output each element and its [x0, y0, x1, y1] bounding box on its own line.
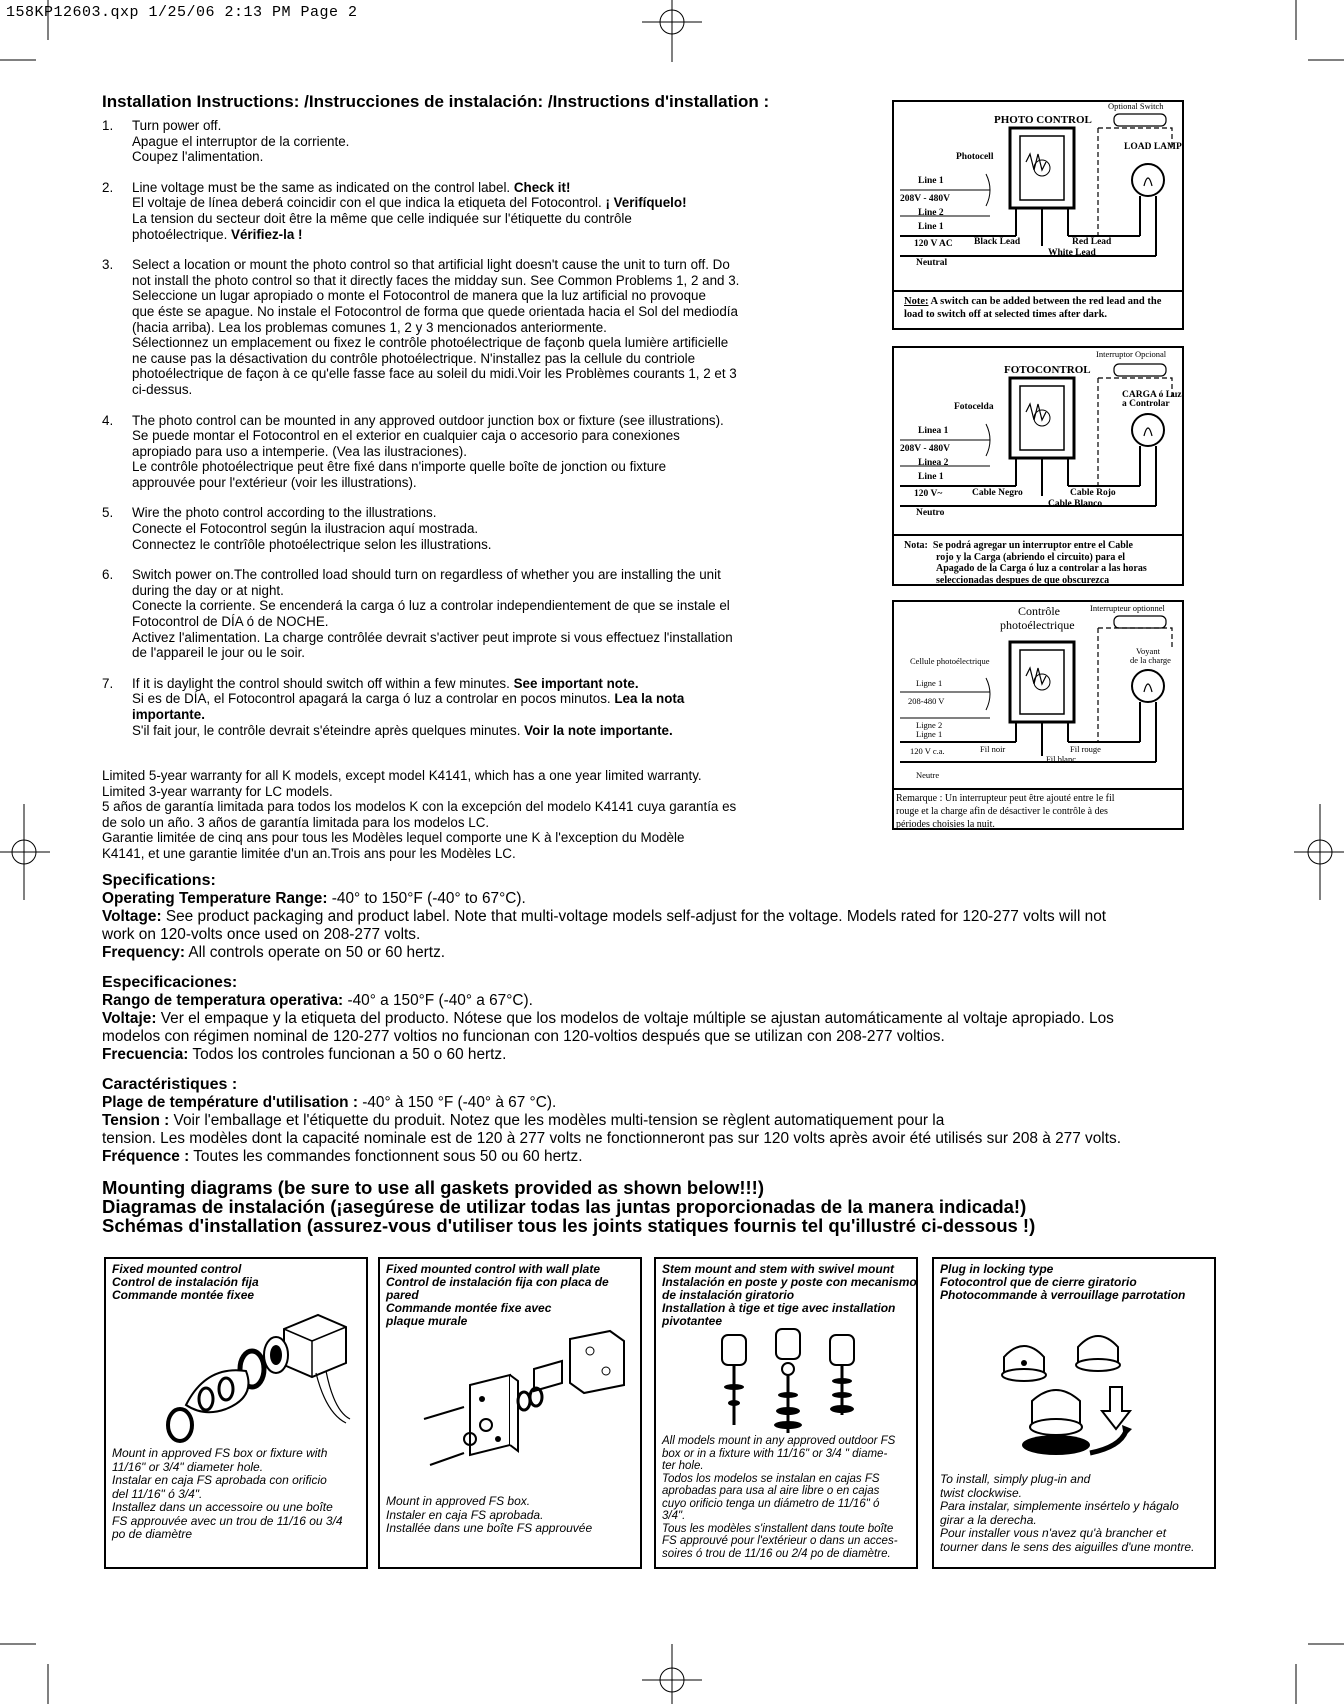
- neutral-label: Neutral: [916, 258, 948, 268]
- desc-line: girar a la derecha.: [940, 1512, 1037, 1527]
- mount-panel-wall-plate: [378, 1257, 642, 1569]
- voltage-label: 208-480 V: [908, 696, 945, 706]
- step-line: S'il fait jour, le contrôle devrait s'éteindre après quelques minutes. Voir la note importante.: [132, 722, 673, 738]
- caption-line: Fixed mounted control with wall plate: [386, 1262, 601, 1276]
- specifications-en: [102, 872, 1222, 962]
- mounting-heading-line: Schémas d'installation (assurez-vous d'utiliser tous les joints statiques fournis tel qu'illustré ci-dessous !): [102, 1215, 1036, 1236]
- caption-line: Photocommande à verrouillage parrotation: [940, 1288, 1186, 1302]
- spec-frequency-label: Frecuencia:: [102, 1046, 189, 1063]
- step-number: 6.: [102, 567, 114, 583]
- step-line: Activez l'alimentation. La charge contrôlée devrait s'activer peut improte si vous effectuez l'installation: [132, 629, 733, 645]
- spec-temp-label: Plage de température d'utilisation :: [102, 1094, 358, 1111]
- spec-frequency-label: Frequency:: [102, 944, 185, 961]
- step-line: during the day or at night.: [132, 582, 284, 598]
- line-label: Linea 1: [918, 426, 949, 436]
- line-label: Linea 2: [918, 458, 949, 468]
- load-label: de la charge: [1130, 655, 1171, 665]
- step-number: 5.: [102, 505, 114, 521]
- white-lead-label: White Lead: [1048, 248, 1096, 258]
- mounting-heading-line: Diagramas de instalación (¡asegúrese de utilizar todas las juntas proporcionadas de la manera indicada!): [102, 1196, 1027, 1217]
- step-5: [102, 505, 812, 552]
- step-3: [102, 257, 812, 397]
- mount-panel-stem: [654, 1257, 918, 1569]
- step-line: Conecte la corriente. Se encenderá la carga ó luz a controlar independientement de que se instale el: [132, 598, 730, 614]
- line-label: Line 1: [918, 222, 944, 232]
- step-number: 1.: [102, 118, 114, 133]
- mount-panel-fixed: [104, 1257, 368, 1569]
- desc-line: ter hole.: [662, 1460, 704, 1472]
- white-lead-label: Cable Blanco: [1048, 499, 1103, 509]
- caption-line: Plug in locking type: [940, 1262, 1054, 1276]
- black-lead-label: Cable Negro: [972, 488, 1023, 498]
- mount-panel-caption: [386, 1263, 634, 1328]
- mount-panel-description: [112, 1447, 360, 1542]
- instruction-steps: [102, 118, 812, 738]
- step-number: 7.: [102, 675, 114, 691]
- spec-heading: Especificaciones:: [102, 974, 238, 991]
- spec-frequency-label: Fréquence :: [102, 1148, 190, 1165]
- red-lead-label: Cable Rojo: [1070, 488, 1116, 498]
- note-text: Se podrá agregar un interruptor entre el Cable: [932, 540, 1133, 551]
- step-line: not install the photo control so that it directly faces the midday sun. See Common Problems 1, 2 and 3.: [132, 272, 740, 288]
- step-line: Switch power on.The controlled load should turn on regardless of whether you are installing the unit: [132, 567, 721, 583]
- caption-line: Control de instalación fija: [112, 1275, 259, 1289]
- load-label: Voyant: [1136, 646, 1160, 656]
- desc-line: To install, simply plug-in and: [940, 1472, 1091, 1486]
- line-label: Line 1: [918, 472, 944, 482]
- wiring-diagram-en: [892, 100, 1184, 330]
- caption-line: Fixed mounted control: [112, 1262, 242, 1276]
- caption-line: pivotantee: [662, 1314, 723, 1328]
- voltage-label: 208V - 480V: [900, 444, 950, 454]
- note-text: périodes choisies la nuit.: [896, 819, 995, 830]
- line-label: Line 1: [918, 176, 944, 186]
- spec-voltage-text: See product packaging and product label. Note that multi-voltage models self-adjust for the voltage. Models rated for 120-277 volts will not: [161, 908, 1107, 925]
- step-line: Seleccione un lugar apropiado o monte el Fotocontrol de manera que la luz artificial no provoque: [132, 288, 706, 304]
- mount-panel-description: [940, 1473, 1208, 1554]
- step-2: [102, 180, 812, 242]
- photo-control-label: FOTOCONTROL: [1004, 364, 1091, 376]
- step-line: La tension du secteur doit être la même que celle indiquée sur l'étiquette du contrôle: [132, 210, 632, 226]
- desc-line: Mount in approved FS box or fixture with: [112, 1446, 328, 1460]
- photocell-label: Fotocelda: [954, 402, 994, 412]
- note-text: rojo y la Carga (abriendo el circuito) para el: [936, 551, 1126, 563]
- step-number: 4.: [102, 412, 114, 428]
- desc-line: soires ó trou de 11/16 ou 2/4 po de diamètre.: [662, 1547, 891, 1560]
- line-label: Ligne 2: [916, 720, 943, 730]
- specifications-fr: [102, 1076, 1222, 1166]
- warranty-text: [102, 768, 822, 862]
- step-number: 3.: [102, 257, 114, 273]
- wiring-note-es: [894, 534, 1182, 590]
- note-text: seleccionadas despues de que obscurezca: [936, 574, 1110, 586]
- spec-temp-label: Rango de temperatura operativa:: [102, 992, 344, 1009]
- voltage-label: 120 V AC: [914, 239, 953, 249]
- load-label: CARGA ó Luz: [1122, 390, 1182, 400]
- desc-line: FS approuvé pour l'extérieur o dans un acces-: [662, 1535, 898, 1547]
- wiring-diagram-es: [892, 346, 1184, 586]
- spec-frequency-value: Todos los controles funcionan a 50 o 60 hertz.: [188, 1046, 507, 1063]
- step-line: The photo control can be mounted in any approved outdoor junction box or fixture (see illustrations).: [132, 412, 724, 428]
- step-line: If it is daylight the control should switch off within a few minutes. See important note.: [132, 675, 639, 691]
- desc-line: 3/4".: [662, 1510, 686, 1522]
- load-lamp-label: LOAD LAMP: [1124, 142, 1182, 152]
- spec-voltage-text: work on 120-volts once used on 208-277 volts.: [102, 926, 421, 943]
- warranty-line: Limited 3-year warranty for LC models.: [102, 783, 333, 799]
- mount-panel-caption: [112, 1263, 360, 1302]
- spec-voltage-label: Tension :: [102, 1112, 170, 1129]
- desc-line: Mount in approved FS box.: [386, 1494, 531, 1508]
- plug-in-illustration: [994, 1325, 1174, 1465]
- mount-panel-caption: [662, 1262, 917, 1328]
- caption-line: Stem mount and stem with swivel mount: [662, 1262, 895, 1276]
- spec-heading: Specifications:: [102, 872, 216, 889]
- desc-line: Instalar en caja FS aprobada con orificio: [112, 1473, 327, 1487]
- step-line: Le contrôle photoélectrique peut être fixé dans n'importe quelle boîte de jonction ou fixture: [132, 459, 667, 475]
- desc-line: Todos los modelos se instalan en cajas FS: [662, 1472, 880, 1485]
- step-7: [102, 676, 812, 738]
- spec-temp-value: -40° to 150°F (-40° to 67°C).: [327, 890, 526, 907]
- line-label: Line 2: [918, 208, 944, 218]
- caption-line: Fotocontrol que de cierre giratorio: [940, 1275, 1137, 1289]
- desc-line: Para instalar, simplemente insértelo y hágalo: [940, 1499, 1179, 1513]
- desc-line: Installez dans un accessoire ou une boîte: [112, 1500, 333, 1514]
- photo-control-label: photoélectrique: [1000, 618, 1075, 632]
- instructions-title: Installation Instructions: /Instrucciones de instalación: /Instructions d'installation :: [102, 92, 770, 111]
- desc-line: Tous les modèles s'installent dans toute boîte: [662, 1522, 894, 1535]
- voltage-label: 120 V c.a.: [910, 746, 945, 756]
- step-1: [102, 118, 812, 165]
- mount-panel-description: [386, 1495, 634, 1536]
- stem-mount-illustration: [716, 1325, 876, 1441]
- step-line: photoélectrique de façon à ce qu'elle fasse face au soleil du midi.Voir les Problèmes courants 1, 2 et 3: [132, 366, 737, 382]
- black-lead-label: Black Lead: [974, 237, 1021, 247]
- step-4: [102, 413, 812, 491]
- photocell-label: Cellule photoélectrique: [910, 656, 990, 666]
- warranty-line: K4141, et une garantie limitée d'un an.Trois ans pour les Modèles LC.: [102, 845, 516, 861]
- optional-switch-label: Optional Switch: [1108, 101, 1164, 111]
- desc-line: All models mount in any approved outdoor FS: [662, 1435, 896, 1447]
- mount-panel-plug-in: [932, 1257, 1216, 1569]
- desc-line: Instaler en caja FS aprobada.: [386, 1507, 544, 1522]
- spec-voltage-text: Ver el empaque y la etiqueta del producto. Nótese que los modelos de voltaje múltiple se ajustan automáticamente al voltaje apropiado. Los: [156, 1010, 1114, 1027]
- spec-voltage-text: modelos con régimen nominal de 120-277 voltios no funcionan con 120-voltios después que se utilizan con 208-277 voltios.: [102, 1028, 945, 1045]
- step-line: Select a location or mount the photo control so that artificial light doesn't cause the unit to turn off. Do: [132, 257, 730, 273]
- step-line: ci-dessus.: [132, 381, 193, 397]
- mounting-heading-line: Mounting diagrams (be sure to use all gaskets provided as shown below!!!): [102, 1177, 764, 1198]
- desc-line: Installée dans une boîte FS approuvée: [386, 1521, 593, 1535]
- photo-control-label: Contrôle: [1018, 604, 1060, 618]
- load-label: a Controlar: [1122, 399, 1170, 409]
- step-line: Apague el interruptor de la corriente.: [132, 133, 350, 149]
- step-line: approuvée pour l'extérieur (voir les illustrations).: [132, 474, 417, 490]
- neutral-label: Neutre: [916, 770, 940, 780]
- desc-line: box or in a fixture with 11/16" or 3/4 " diame-: [662, 1447, 888, 1460]
- note-text: Remarque : Un interrupteur peut être ajouté entre le fil: [896, 793, 1115, 804]
- desc-line: Pour installer vous n'avez qu'à brancher et: [940, 1526, 1167, 1540]
- caption-line: Instalación en poste y poste con mecanismo: [662, 1275, 917, 1289]
- step-line: Fotocontrol de DÍA ó de NOCHE.: [132, 614, 329, 630]
- optional-switch-label: Interruptor Opcional: [1096, 349, 1167, 359]
- step-number: 2.: [102, 179, 114, 195]
- voltage-label: 208V - 480V: [900, 194, 950, 204]
- desc-line: 11/16" or 3/4" diameter hole.: [112, 1459, 264, 1474]
- desc-line: FS approuvée avec un trou de 11/16 ou 3/4: [112, 1513, 343, 1528]
- step-line: Se puede montar el Fotocontrol en el exterior en cualquier caja o accesorio para conexiones: [132, 428, 680, 444]
- spec-voltage-text: Voir l'emballage et l'étiquette du produit. Notez que les modèles multi-tension se règlent automatiquement pour la: [169, 1112, 945, 1129]
- step-line: ne cause pas la désactivation du contrôle photoélectrique. N'installez pas la cellule du contriole: [132, 350, 696, 366]
- caption-line: Control de instalación fija con placa de: [386, 1275, 609, 1289]
- fixed-mount-illustration: [166, 1307, 356, 1447]
- step-line: Connectez le contrîôle photoélectrique selon les illustrations.: [132, 536, 492, 552]
- step-line: Conecte el Fotocontrol según la ilustracion aquí mostrada.: [132, 521, 479, 537]
- desc-line: tourner dans le sens des aiguilles d'une montre.: [940, 1539, 1195, 1554]
- photo-control-label: PHOTO CONTROL: [994, 114, 1092, 126]
- spec-temp-label: Operating Temperature Range:: [102, 890, 328, 907]
- photocell-label: Photocell: [956, 152, 994, 162]
- desc-line: aprobadas para usa al aire libre o en cajas: [662, 1485, 880, 1497]
- mounting-heading: [102, 1178, 1035, 1235]
- specifications-es: [102, 974, 1222, 1064]
- spec-temp-value: -40° a 150°F (-40° a 67°C).: [343, 992, 533, 1009]
- warranty-line: Limited 5-year warranty for all K models, except model K4141, which has a one year limited warranty.: [102, 768, 702, 783]
- caption-line: Installation à tige et tige avec installation: [662, 1301, 896, 1315]
- desc-line: cuyo orificio tenga un diámetro de 11/16" ó: [662, 1497, 880, 1510]
- wiring-note-fr: [894, 788, 1182, 833]
- step-line: Sélectionnez un emplacement ou fixez le contrôle photoélectrique de façonb quela lumière artificielle: [132, 335, 729, 351]
- wiring-note-en: [894, 290, 1182, 325]
- step-line: Line voltage must be the same as indicated on the control label. Check it!: [132, 179, 571, 195]
- spec-voltage-text: tension. Les modèles dont la capacité nominale est de 120 à 277 volts ne fonctionneront pas sur 120 volts après avoir été utilisés sur 208 à 277 volts.: [102, 1130, 1121, 1147]
- note-text: rouge et la charge afin de désactiver le contrôle à des: [896, 806, 1108, 817]
- black-lead-label: Fil noir: [980, 744, 1006, 754]
- caption-line: pared: [386, 1288, 419, 1302]
- spec-frequency-value: All controls operate on 50 or 60 hertz.: [184, 944, 446, 961]
- step-line: Si es de DÍA, el Fotocontrol apagará la carga ó luz a controlar en pocos minutos. Lea la nota: [132, 691, 685, 707]
- spec-frequency-value: Toutes les commandes fonctionnent sous 50 ou 60 hertz.: [189, 1148, 583, 1165]
- note-label: Nota:: [904, 540, 928, 551]
- desc-line: del 11/16" ó 3/4".: [112, 1486, 203, 1501]
- warranty-line: Garantie limitée de cinq ans pour tous les Modèles lequel comporte une K à l'exception du Modèle: [102, 830, 685, 846]
- spec-heading: Caractéristiques :: [102, 1076, 238, 1093]
- neutral-label: Neutro: [916, 508, 945, 518]
- wall-plate-illustration: [420, 1329, 630, 1479]
- caption-line: de instalación giratorio: [662, 1288, 795, 1302]
- caption-line: Commande montée fixee: [112, 1288, 255, 1302]
- wiring-diagram-fr: [892, 600, 1184, 830]
- desc-line: twist clockwise.: [940, 1485, 1023, 1500]
- step-line: photoélectrique. Vérifiez-la !: [132, 226, 303, 242]
- step-line: Wire the photo control according to the illustrations.: [132, 505, 437, 521]
- optional-switch-label: Interrupteur optionnel: [1090, 603, 1165, 613]
- step-line: Coupez l'alimentation.: [132, 149, 264, 165]
- step-line: importante.: [132, 707, 205, 722]
- caption-line: Commande montée fixe avec: [386, 1301, 552, 1315]
- warranty-line: de solo un año. 3 años de garantía limitada para los modelos LC.: [102, 814, 490, 830]
- mount-panel-description: [662, 1435, 910, 1560]
- note-label: Note:: [904, 296, 929, 307]
- note-text: Apagado de la Carga ó luz a controlar a las horas: [936, 563, 1147, 574]
- white-lead-label: Fil blanc: [1046, 754, 1076, 764]
- file-slug: 158KP12603.qxp 1/25/06 2:13 PM Page 2: [6, 4, 358, 21]
- step-line: Turn power off.: [132, 118, 222, 133]
- caption-line: plaque murale: [386, 1314, 468, 1328]
- spec-voltage-label: Voltaje:: [102, 1010, 157, 1027]
- red-lead-label: Red Lead: [1072, 237, 1112, 247]
- warranty-line: 5 años de garantía limitada para todos los modelos K con la excepción del modelo K4141 cuya garantía es: [102, 799, 737, 815]
- mount-panel-caption: [940, 1263, 1208, 1302]
- step-6: [102, 567, 812, 661]
- step-line: El voltaje de línea deberá coincidir con el que indica la etiqueta del Fotocontrol. ¡ Verifíquelo!: [132, 195, 687, 211]
- desc-line: po de diamètre: [112, 1527, 193, 1541]
- note-text: A switch can be added between the red lead and the load to switch off at selected times after dark.: [904, 296, 1162, 320]
- spec-voltage-label: Voltage:: [102, 908, 162, 925]
- line-label: Ligne 1: [916, 678, 943, 688]
- step-line: de l'appareil le jour ou le soir.: [132, 645, 306, 661]
- step-line: apropiado para uso a intemperie. (Vea las ilustraciones).: [132, 443, 467, 459]
- step-line: (hacia arriba). Lea los problemas comunes 1, 2 y 3 mencionados anteriormente.: [132, 319, 607, 335]
- line-label: Ligne 1: [916, 729, 943, 739]
- step-line: que éste se apague. No instale el Fotocontrol de forma que quede orientada hacia el Sol del mediodía: [132, 303, 738, 319]
- red-lead-label: Fil rouge: [1070, 744, 1101, 754]
- voltage-label: 120 V~: [914, 489, 943, 499]
- spec-temp-value: -40° à 150 °F (-40° à 67 °C).: [357, 1094, 557, 1111]
